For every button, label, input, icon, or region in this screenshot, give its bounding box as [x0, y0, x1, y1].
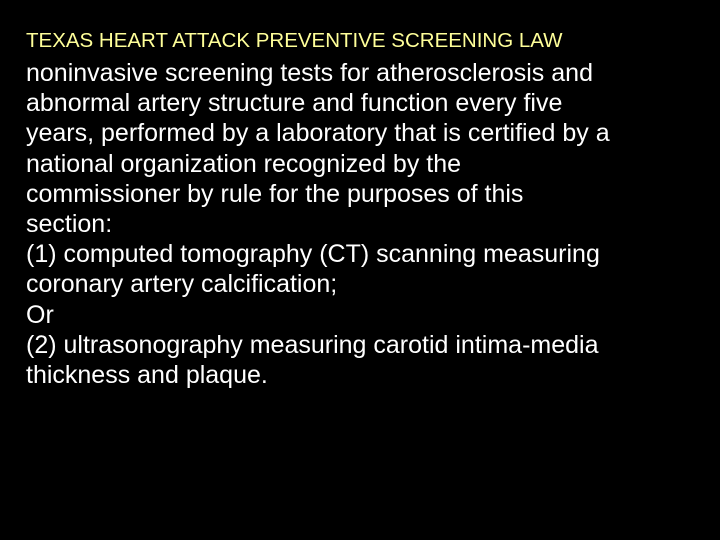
body-line: years, performed by a laboratory that is certified by a [26, 119, 610, 148]
body-line: noninvasive screening tests for atherosclerosis and [26, 59, 593, 87]
list-item-ultrasonography: (2) ultrasonography measuring carotid intima-media [26, 330, 599, 359]
list-item-ct: (1) computed tomography (CT) scanning measuring [26, 240, 600, 269]
body-line: thickness and plaque. [26, 361, 268, 390]
body-line: section: [26, 210, 113, 239]
slide-title: TEXAS HEART ATTACK PREVENTIVE SCREENING LAW [26, 29, 563, 52]
body-line: commissioner by rule for the purposes of this [26, 179, 524, 208]
body-line: national organization recognized by the [26, 149, 462, 178]
body-line: coronary artery calcification; [26, 270, 338, 299]
body-line: abnormal artery structure and function every five [26, 89, 563, 118]
slide-body-text [26, 58, 700, 390]
body-line-or: Or [26, 300, 54, 329]
